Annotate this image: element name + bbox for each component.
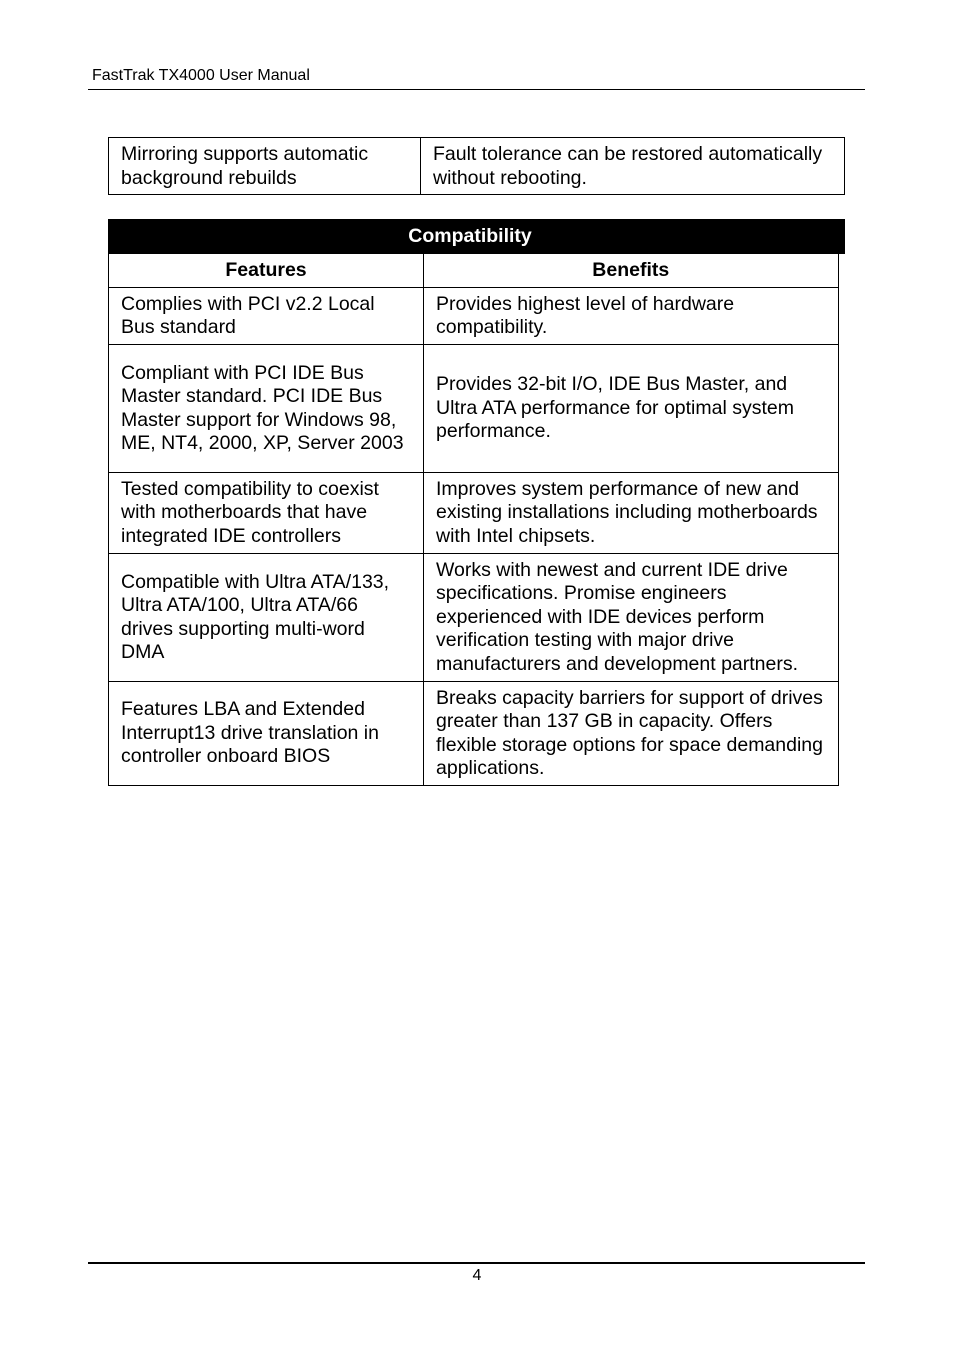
table-row	[109, 473, 839, 554]
running-header: FastTrak TX4000 User Manual	[92, 67, 310, 84]
column-header-row	[109, 254, 839, 288]
column-header-features: Features	[109, 254, 424, 288]
benefit-cell: Provides highest level of hardware compatibility.	[424, 288, 839, 345]
page-number: 4	[472, 1267, 482, 1284]
table-row	[109, 682, 839, 786]
feature-cell: Tested compatibility to coexist with motherboards that have integrated IDE controllers	[109, 473, 424, 554]
benefit-cell: Provides 32-bit I/O, IDE Bus Master, and Ultra ATA performance for optimal system performance.	[424, 345, 839, 473]
compatibility-table	[108, 219, 845, 786]
table-title-row	[109, 220, 839, 254]
table-row	[109, 345, 839, 473]
column-header-benefits: Benefits	[424, 254, 839, 288]
benefit-cell: Improves system performance of new and existing installations including motherboards with Intel chipsets.	[424, 473, 839, 554]
feature-cell: Mirroring supports automatic background rebuilds	[109, 138, 421, 195]
table-row	[109, 138, 845, 195]
feature-cell: Compatible with Ultra ATA/133, Ultra ATA/100, Ultra ATA/66 drives supporting multi-word DMA	[109, 554, 424, 682]
table-row	[109, 554, 839, 682]
benefit-cell: Works with newest and current IDE drive specifications. Promise engineers experienced with IDE devices perform verification testing with major drive manufacturers and development partners.	[424, 554, 839, 682]
feature-cell: Complies with PCI v2.2 Local Bus standard	[109, 288, 424, 345]
feature-cell: Features LBA and Extended Interrupt13 drive translation in controller onboard BIOS	[109, 682, 424, 786]
header-divider	[88, 89, 865, 90]
benefit-cell: Breaks capacity barriers for support of drives greater than 137 GB in capacity. Offers flexible storage options for space demanding applications.	[424, 682, 839, 786]
table-row	[109, 288, 839, 345]
benefit-cell: Fault tolerance can be restored automatically without rebooting.	[421, 138, 845, 195]
feature-cell: Compliant with PCI IDE Bus Master standard. PCI IDE Bus Master support for Windows 98, ME, NT4, 2000, XP, Server 2003	[109, 345, 424, 473]
footer-divider	[88, 1262, 865, 1264]
features-table-continued	[108, 137, 845, 195]
table-title: Compatibility	[109, 220, 839, 254]
